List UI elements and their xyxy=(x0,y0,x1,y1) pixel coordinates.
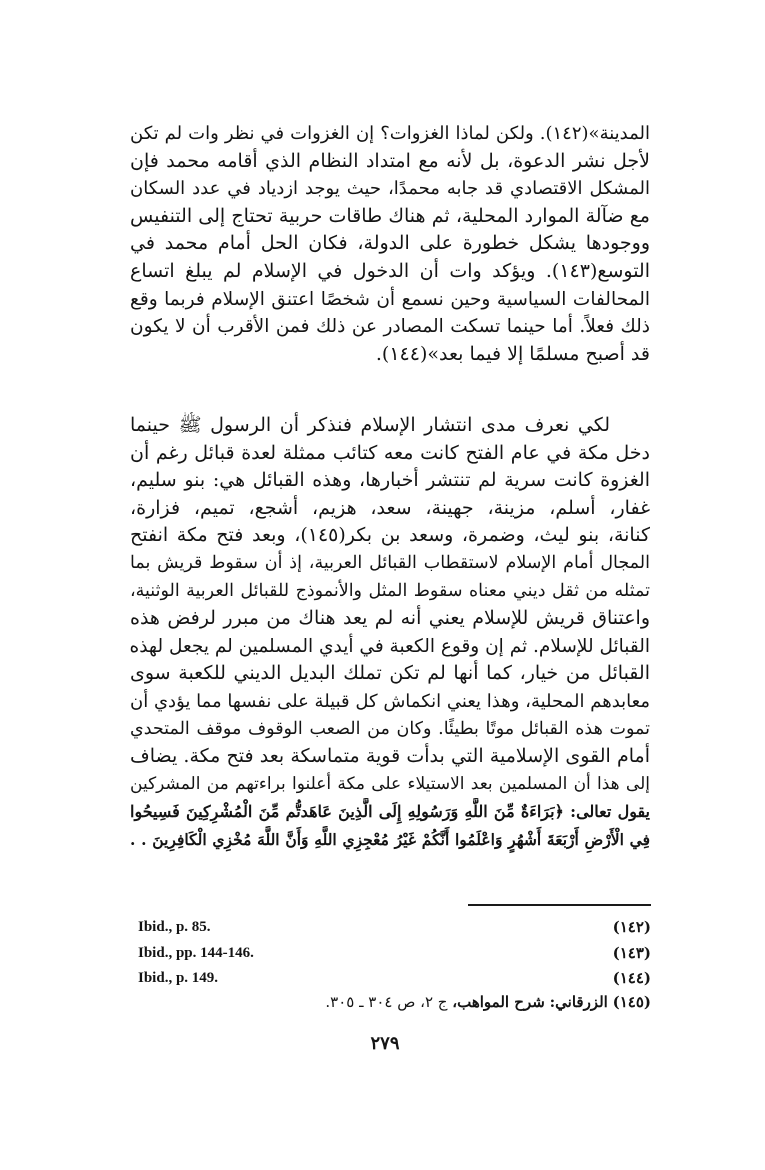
footnote-citation: Ibid., pp. 144-146. xyxy=(138,945,254,961)
text-line: واعتناق قريش للإسلام يعني أنه لم يعد هناك من مبرر لرفض هذه xyxy=(130,607,650,630)
text-line: قد أصبح مسلمًا إلا فيما بعد»(١٤٤). xyxy=(375,342,650,365)
text-line: تمثله من ثقل ديني معناه سقوط المثل والأنموذج للقبائل العربية الوثنية، xyxy=(130,580,650,601)
footnote-142 xyxy=(138,915,651,939)
text-line: الغزوة كانت سرية لم تنتشر أخبارها، وهذه القبائل هي: بنو سليم، xyxy=(130,469,650,492)
footnote-separator xyxy=(468,904,651,906)
text-line: إلى هذا أن المسلمين بعد الاستيلاء على مكة أعلنوا براءتهم من المشركين xyxy=(130,773,650,794)
footnote-work-title: شرح المواهب، xyxy=(452,993,545,1011)
text-line: لأجل نشر الدعوة، بل لأنه مع امتداد النظام الذي أقامه محمد فإن xyxy=(130,149,650,172)
footnote-143 xyxy=(138,941,651,965)
footnote-reference: ج ٢، ص ٣٠٤ ـ ٣٠٥. xyxy=(325,993,448,1011)
text-line: أمام القوى الإسلامية التي بدأت قوية متماسكة بعد فتح مكة. يضاف xyxy=(130,745,650,768)
footnote-number: (١٤٤) xyxy=(612,969,651,987)
text-line: غفار، أسلم، مزينة، جهينة، سعد، هزيم، أشجع، تميم، فزارة، xyxy=(130,496,650,519)
text-line: القبائل من خيار، كما أنها لم تكن تملك البديل الديني للكعبة سوى xyxy=(130,662,650,685)
text-line: المدينة»(١٤٢). ولكن لماذا الغزوات؟ إن الغزوات في نظر وات لم تكن xyxy=(130,123,650,144)
text-line: تموت هذه القبائل موتًا بطيئًا. وكان من الصعب الوقوف موقف المتحدي xyxy=(130,718,650,739)
footnote-145 xyxy=(138,990,651,1014)
text-line: كنانة، بنو ليث، وضمرة، وسعد بن بكر(١٤٥)، وبعد فتح مكة انفتح xyxy=(130,524,650,547)
text-line: التوسع(١٤٣). ويؤكد وات أن الدخول في الإسلام لم يبلغ اتساع xyxy=(130,259,650,282)
text-line: ذلك فعلاً. أما حينما تسكت المصادر عن ذلك فمن الأقرب أن لا يكون xyxy=(130,316,650,338)
text-line: المجال أمام الإسلام لاستقطاب القبائل العربية، إذ أن سقوط قريش بما xyxy=(130,552,650,573)
footnote-number: (١٤٢) xyxy=(612,918,651,936)
footnote-citation: Ibid., p. 149. xyxy=(138,970,219,986)
footnote-author: الزرقاني: xyxy=(549,993,608,1011)
text-line: دخل مكة في عام الفتح كانت معه كتائب ممثلة لعدة قبائل رغم أن xyxy=(130,441,650,464)
footnote-citation: Ibid., p. 85. xyxy=(138,919,211,935)
page-number: ٢٧٩ xyxy=(370,1033,400,1054)
paragraph-1 xyxy=(130,120,650,368)
footnote-number: (١٤٥) xyxy=(612,993,651,1011)
quran-verse-line: فِي الْأَرْضِ أَرْبَعَةَ أَشْهُرٍ وَاعْلَمُوا أَنَّكُمْ غَيْرُ مُعْجِزِي اللَّهِ وَأَنَّ اللَّهَ مُخْزِي الْكَافِرِينَ . . xyxy=(130,829,650,849)
text-line: معابدهم المحلية، وهذا يعني انكماش كل قبيلة على نفسها مما يؤدي أن xyxy=(130,690,650,712)
text-line: المشكل الاقتصادي قد جابه محمدًا، حيث يوجد ازدياد في عدد السكان xyxy=(130,178,650,200)
text-line: القبائل للإسلام. ثم إن وقوع الكعبة في أيدي المسلمين لم يجعل لهذه xyxy=(130,635,650,657)
footnote-number: (١٤٣) xyxy=(612,944,651,962)
text-line: مع ضآلة الموارد المحلية، ثم هناك طاقات حربية تحتاج إلى التنفيس xyxy=(130,204,650,227)
paragraph-2 xyxy=(130,412,650,854)
footnote-144 xyxy=(138,966,651,990)
quran-verse-line: يقول تعالى: ﴿بَرَاءَةٌ مِّنَ اللَّهِ وَرَسُولِهِ إِلَى الَّذِينَ عَاهَدتُّم مِّنَ الْمُشْرِكِينَ فَسِيحُوا xyxy=(130,802,650,822)
text-line: المحالفات السياسية وحين نسمع أن شخصًا اعتنق الإسلام فربما وقع xyxy=(130,288,650,310)
footnote-arabic-citation xyxy=(325,990,651,1014)
text-line: لكي نعرف مدى انتشار الإسلام فنذكر أن الرسول ﷺ حينما xyxy=(130,414,610,436)
text-line: ووجودها يشكل خطورة على الدولة، فكان الحل أمام محمد في xyxy=(130,232,650,255)
